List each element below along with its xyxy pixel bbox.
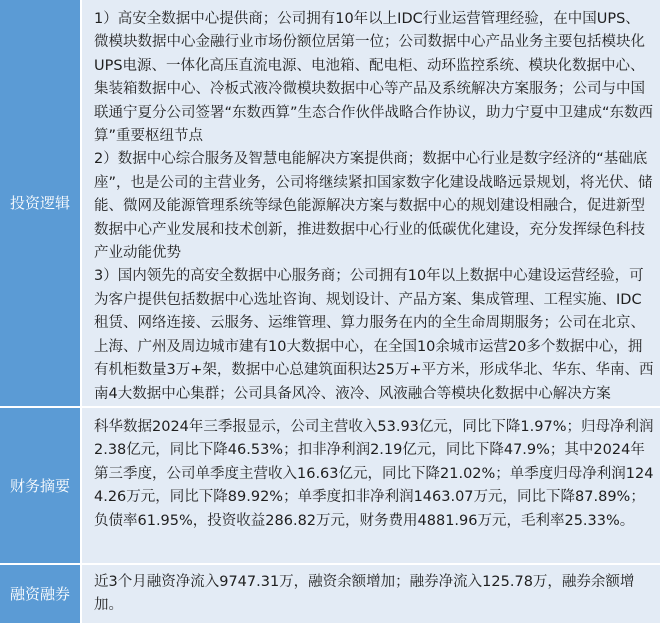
logic-point-1: 1）高安全数据中心提供商；公司拥有10年以上IDC行业运营管理经验，在中国UPS、微模块数据中心金融行业市场份额位居第一位；公司数据中心产品业务主要包括模块化UPS电源、一体化高压直流电源、电池箱、配电柜、动环监控系统、模块化数据中心、集装箱数据中心、冷板式液冷微模块数据中心等产品及系统解决方案服务；公司与中国联通宁夏分公司签署“东数西算”生态合作伙伴战略合作协议，助力宁夏中卫建成“东数西算”重要枢纽节点 xyxy=(94,11,654,145)
financial-summary-text: 科华数据2024年三季报显示，公司主营收入53.93亿元，同比下降1.97%；归母净利润2.38亿元，同比下降46.53%；扣非净利润2.19亿元，同比下降47.9%；其中2024年第三季度，公司单季度主营收入16.63亿元，同比下降21.02%；单季度归母净利润1244.26万元，同比下降89.92%；单季度扣非净利润1463.07万元，同比下降87.89%；负债率61.95%，投资收益286.82万元，财务费用4881.96万元，毛利率25.33%。 xyxy=(94,418,654,529)
label-margin-trading: 融资融券 xyxy=(0,564,81,624)
margin-trading-text: 近3个月融资净流入9747.31万，融资余额增加；融券净流入125.78万，融券余额增加。 xyxy=(94,573,635,614)
row-margin-trading xyxy=(0,564,660,624)
content-investment-logic xyxy=(81,0,660,407)
content-financial-summary xyxy=(81,407,660,564)
logic-point-3: 3）国内领先的高安全数据中心服务商；公司拥有10年以上数据中心建设运营经验，可为客户提供包括数据中心选址咨询、规划设计、产品方案、集成管理、工程实施、IDC租赁、网络连接、云服务、运维管理、算力服务在内的全生命周期服务；公司在北京、上海、广州及周边城市建有10大数据中心，在全国10余城市运营20多个数据中心，拥有机柜数量3万+架，数据中心总建筑面积达25万+平方米，形成华北、华东、华南、西南4大数据中心集群；公司具备风冷、液冷、风液融合等模块化数据中心解决方案 xyxy=(94,268,654,402)
content-margin-trading xyxy=(81,564,660,624)
label-financial-summary: 财务摘要 xyxy=(0,407,81,564)
row-financial-summary xyxy=(0,407,660,564)
label-investment-logic: 投资逻辑 xyxy=(0,0,81,407)
logic-point-2: 2）数据中心综合服务及智慧电能解决方案提供商；数据中心行业是数字经济的“基础底座”，也是公司的主营业务，公司将继续紧扣国家数字化建设战略远景规划，将光伏、储能、微网及能源管理系统等绿色能源解决方案与数据中心的规划建设相融合，促进新型数据中心产业发展和技术创新，推进数据中心行业的低碳优化建设，充分发挥绿色科技产业动能优势 xyxy=(94,151,653,262)
